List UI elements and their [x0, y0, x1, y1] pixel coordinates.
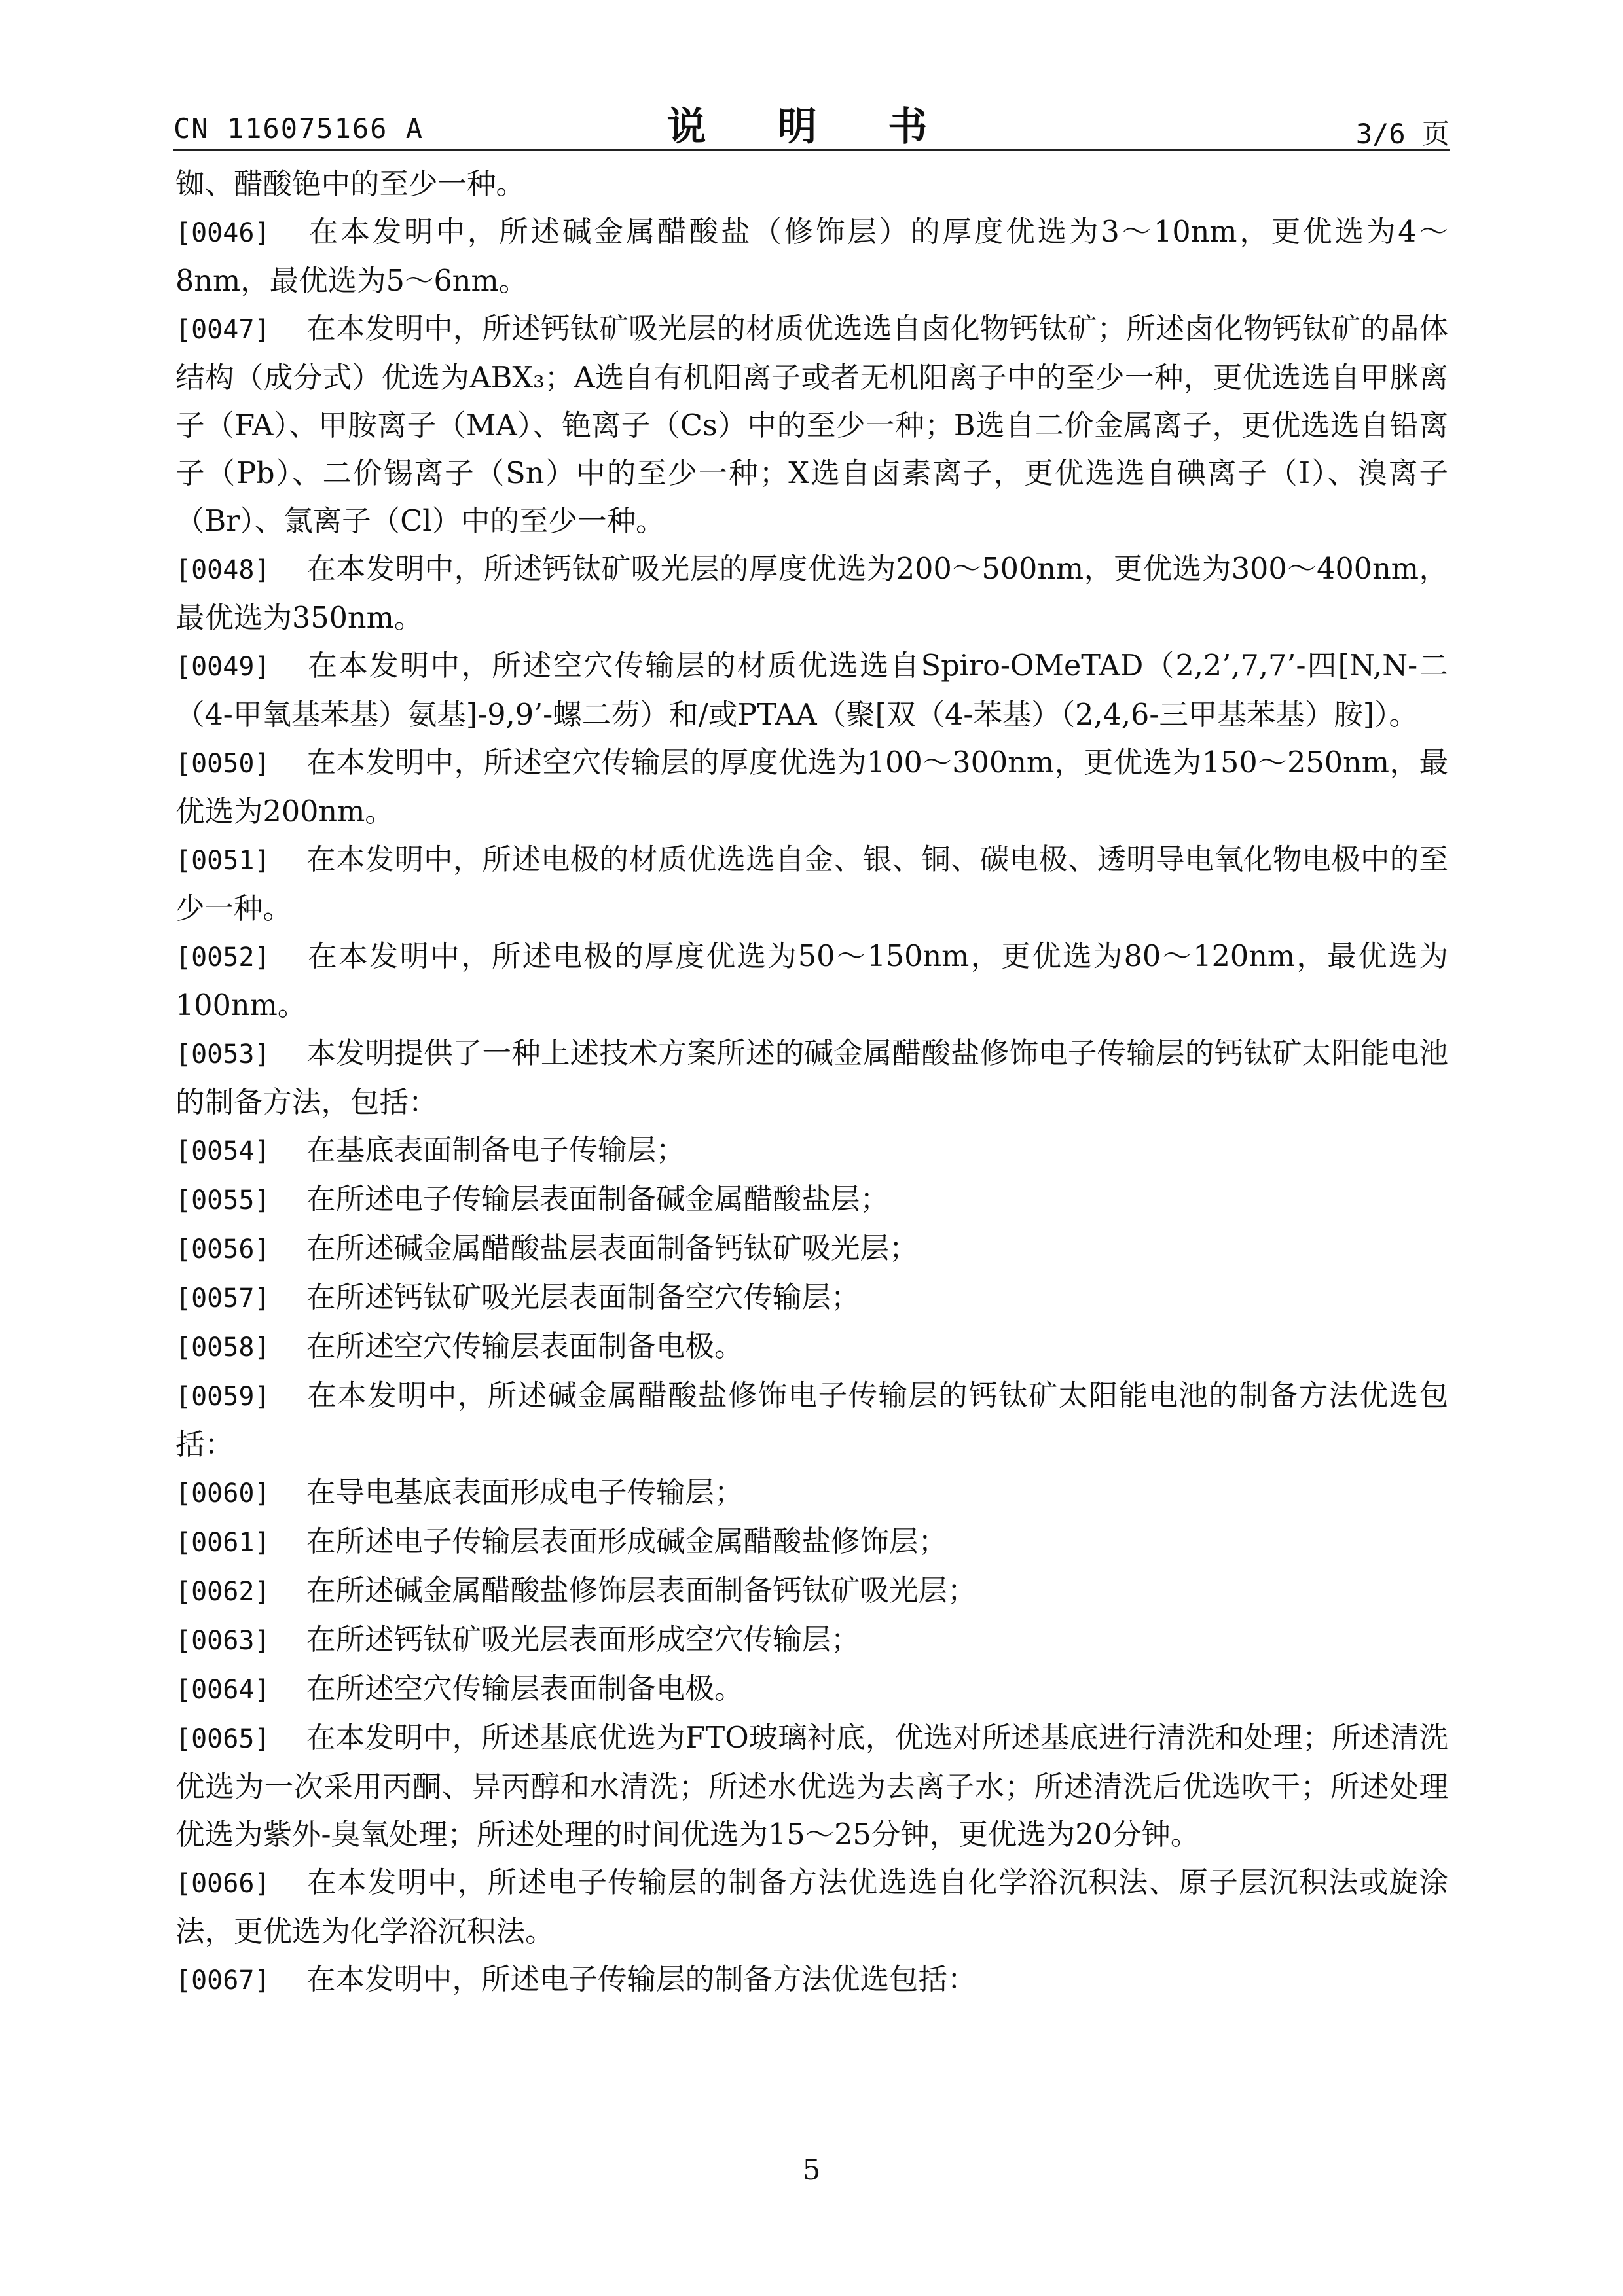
paragraph [175, 305, 1448, 545]
paragraph [175, 1665, 1448, 1714]
paragraph-number: [0057] [175, 1283, 270, 1314]
paragraph-text: 在导电基底表面形成电子传输层； [306, 1476, 744, 1509]
paragraph [175, 1274, 1448, 1323]
paragraph-number: [0067] [175, 1965, 270, 1996]
paragraph-number: [0060] [175, 1479, 270, 1509]
paragraph-number: [0049] [175, 652, 270, 682]
paragraph-number: [0066] [175, 1869, 270, 1899]
paragraph-number: [0062] [175, 1577, 270, 1607]
paragraph [175, 1372, 1448, 1469]
paragraph-text: 在基底表面制备电子传输层； [306, 1134, 685, 1167]
paragraph-text: 铷、醋酸铯中的至少一种。 [175, 168, 526, 201]
paragraph-text: 在本发明中，所述电子传输层的制备方法优选选自化学浴沉积法、原子层沉积法或旋涂法，更优选为化学浴沉积法。 [175, 1866, 1448, 1948]
paragraph-text: 在所述碱金属醋酸盐层表面制备钙钛矿吸光层； [306, 1232, 919, 1265]
paragraph-number: [0053] [175, 1039, 270, 1069]
paragraph-number: [0050] [175, 749, 270, 779]
paragraph-text: 在所述空穴传输层表面制备电极。 [306, 1330, 744, 1363]
page-title: 说 明 书 [666, 104, 957, 150]
paragraph [175, 1714, 1448, 1859]
paragraph-text: 在本发明中，所述空穴传输层的厚度优选为100～300nm，更优选为150～250nm，最优选为200nm。 [175, 746, 1448, 829]
patent-number: CN 116075166 A [173, 113, 424, 145]
page-number: 5 [802, 2153, 821, 2187]
paragraph [175, 933, 1448, 1030]
paragraph-number: [0058] [175, 1333, 270, 1363]
paragraph [175, 1175, 1448, 1225]
paragraph [175, 1323, 1448, 1372]
paragraph-text: 在本发明中，所述碱金属醋酸盐修饰电子传输层的钙钛矿太阳能电池的制备方法优选包括： [175, 1379, 1448, 1462]
paragraph-text: 在所述钙钛矿吸光层表面形成空穴传输层； [306, 1623, 860, 1657]
paragraph-number: [0063] [175, 1626, 270, 1656]
paragraph-number: [0047] [175, 315, 270, 345]
paragraph-text: 在本发明中，所述电极的厚度优选为50～150nm，更优选为80～120nm，最优选为100nm。 [175, 940, 1448, 1022]
paragraph [175, 1225, 1448, 1274]
paragraph-text: 在所述电子传输层表面制备碱金属醋酸盐层； [306, 1183, 890, 1216]
paragraph-text: 在本发明中，所述电子传输层的制备方法优选包括： [306, 1963, 977, 1996]
paragraph-text: 在本发明中，所述基底优选为FTO玻璃衬底，优选对所述基底进行清洗和处理；所述清洗优选为一次采用丙酮、异丙醇和水清洗；所述水优选为去离子水；所述清洗后优选吹干；所述处理优选为紫外-臭氧处理；所述处理的时间优选为15～25分钟，更优选为20分钟。 [175, 1721, 1448, 1852]
paragraph [175, 1956, 1448, 2005]
paragraph-text: 在本发明中，所述钙钛矿吸光层的材质优选选自卤化物钙钛矿；所述卤化物钙钛矿的晶体结构（成分式）优选为ABX₃；A选自有机阳离子或者无机阳离子中的至少一种，更优选选自甲脒离子（FA）、甲胺离子（MA）、铯离子（Cs）中的至少一种；B选自二价金属离子，更优选选自铅离子（Pb）、二价锡离子（Sn）中的至少一种；X选自卤素离子，更优选选自碘离子（I）、溴离子（Br）、氯离子（Cl）中的至少一种。 [175, 312, 1448, 538]
paragraph [175, 1469, 1448, 1518]
page-indicator: 3/6 页 [1355, 118, 1450, 150]
paragraph [175, 1616, 1448, 1665]
paragraph [175, 1030, 1448, 1126]
paragraph-number: [0046] [175, 218, 270, 248]
paragraph [175, 1518, 1448, 1567]
paragraph [175, 1567, 1448, 1616]
paragraph [175, 836, 1448, 933]
paragraph [175, 160, 1448, 208]
paragraph [175, 1126, 1448, 1175]
paragraph-number: [0051] [175, 846, 270, 876]
paragraph-number: [0055] [175, 1185, 270, 1215]
paragraph-text: 在所述电子传输层表面形成碱金属醋酸盐修饰层； [306, 1525, 948, 1558]
paragraph-text: 在本发明中，所述钙钛矿吸光层的厚度优选为200～500nm，更优选为300～400nm，最优选为350nm。 [175, 552, 1448, 635]
paragraph [175, 1859, 1448, 1956]
paragraph-number: [0065] [175, 1724, 270, 1754]
paragraph-text: 在本发明中，所述空穴传输层的材质优选选自Spiro-OMeTAD（2,2’,7,7’-四[N,N-二（4-甲氧基苯基）氨基]-9,9’-螺二芴）和/或PTAA（聚[双（4-苯基）（2,4,6-三甲基苯基）胺]）。 [175, 649, 1448, 732]
paragraph [175, 208, 1448, 305]
paragraph-number: [0052] [175, 942, 270, 973]
paragraph-number: [0061] [175, 1528, 270, 1558]
paragraph-text: 在本发明中，所述电极的材质优选选自金、银、铜、碳电极、透明导电氧化物电极中的至少一种。 [175, 843, 1448, 925]
paragraph [175, 642, 1448, 739]
paragraph-number: [0048] [175, 555, 270, 585]
paragraph [175, 545, 1448, 642]
paragraph-number: [0064] [175, 1675, 270, 1705]
document-body [175, 160, 1448, 2005]
paragraph-number: [0059] [175, 1382, 270, 1412]
header-divider [173, 149, 1450, 151]
paragraph-text: 在所述钙钛矿吸光层表面制备空穴传输层； [306, 1281, 860, 1314]
paragraph [175, 739, 1448, 836]
paragraph-number: [0054] [175, 1136, 270, 1166]
paragraph-text: 本发明提供了一种上述技术方案所述的碱金属醋酸盐修饰电子传输层的钙钛矿太阳能电池的制备方法，包括： [175, 1037, 1448, 1119]
paragraph-text: 在所述空穴传输层表面制备电极。 [306, 1672, 744, 1706]
paragraph-text: 在本发明中，所述碱金属醋酸盐（修饰层）的厚度优选为3～10nm，更优选为4～8nm，最优选为5～6nm。 [175, 215, 1448, 298]
paragraph-text: 在所述碱金属醋酸盐修饰层表面制备钙钛矿吸光层； [306, 1574, 977, 1607]
paragraph-number: [0056] [175, 1234, 270, 1265]
